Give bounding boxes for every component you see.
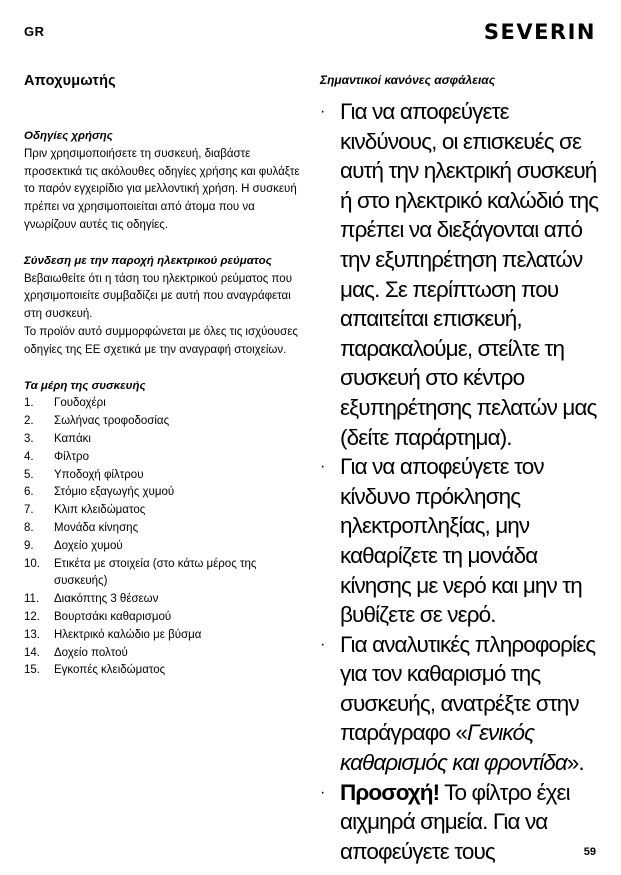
bullet-icon: · — [320, 458, 325, 476]
list-item — [24, 538, 309, 556]
right-column — [320, 73, 600, 866]
safety-item — [320, 97, 600, 452]
brand-logo: SEVERIN — [483, 20, 596, 44]
instructions-text: Πριν χρησιμοποιήσετε τη συσκευή, διαβάστε προσεκτικά τις ακόλουθες οδηγίες χρήσης και φυλάξτε το παρόν εγχειρίδιο για μελλοντική χρήση. Η συσκευή πρέπει να χρησιμοποιείται από άτομα που να γνωρίζουν αυτές τις οδηγίες. — [24, 147, 300, 231]
connection-text: Βεβαιωθείτε ότι η τάση του ηλεκτρικού ρεύματος που χρησιμοποιείτε συμβαδίζει με αυτή που αναγράφεται στη συσκευή. — [24, 272, 292, 321]
part-label: Μονάδα κίνησης — [54, 521, 139, 534]
connection-heading: Σύνδεση με την παροχή ηλεκτρικού ρεύματος — [24, 254, 272, 267]
part-label: Βουρτσάκι καθαρισμού — [54, 610, 172, 623]
list-item — [24, 431, 309, 449]
part-label: Διακόπτης 3 θέσεων — [54, 593, 159, 606]
safety-text: Για αναλυτικές πληροφορίες για τον καθαρισμό της συσκευής, ανατρέξτε στην παράγραφο « — [340, 631, 596, 746]
list-item — [24, 609, 309, 627]
part-number: 13. — [24, 628, 40, 641]
part-number: 12. — [24, 610, 40, 623]
part-label: Δοχείο πολτού — [54, 646, 128, 659]
instructions-section — [24, 128, 309, 235]
safety-text: Για να αποφεύγετε τον κίνδυνο πρόκλησης ηλεκτροπληξίας, μην καθαρίζετε τη μονάδα κίνησης με νερό και μην τη βυθίζετε σε νερό. — [340, 454, 582, 628]
list-item — [24, 556, 309, 592]
caution-label: Προσοχή! — [340, 779, 440, 805]
part-number: 14. — [24, 646, 40, 659]
safety-item — [320, 630, 600, 778]
part-number: 7. — [24, 504, 34, 517]
list-item — [24, 662, 309, 680]
list-item — [24, 591, 309, 609]
safety-text: Το φίλτρο έχει αιχμηρά σημεία. Για να αποφεύγετε τους — [340, 779, 570, 864]
part-label: Κλιπ κλειδώματος — [54, 504, 146, 517]
part-number: 3. — [24, 432, 34, 445]
part-label: Φίλτρο — [54, 450, 89, 463]
list-item — [24, 395, 309, 413]
list-item — [24, 484, 309, 502]
list-item — [24, 467, 309, 485]
part-label: Σωλήνας τροφοδοσίας — [54, 415, 170, 428]
instructions-heading: Οδηγίες χρήσης — [24, 130, 113, 142]
part-label: Καπάκι — [54, 432, 91, 445]
part-number: 15. — [24, 664, 40, 677]
language-code: GR — [24, 24, 45, 39]
cleaning-section-reference: Γενικός καθαρισμός και φροντίδα — [340, 720, 567, 776]
part-label: Γουδοχέρι — [54, 397, 106, 410]
safety-text-end: ». — [566, 750, 584, 776]
list-item — [24, 502, 309, 520]
bullet-icon: · — [320, 103, 325, 120]
bullet-icon: · — [320, 635, 325, 653]
part-number: 8. — [24, 521, 34, 534]
part-label: Εγκοπές κλειδώματος — [54, 664, 166, 677]
safety-item — [320, 778, 600, 867]
part-number: 4. — [24, 450, 34, 463]
list-item — [24, 627, 309, 645]
conformity-text: Το προϊόν αυτό συμμορφώνεται με όλες τις ισχύουσες οδηγίες της ΕΕ σχετικά με την αναγραφή στοιχείων. — [24, 325, 298, 356]
part-number: 10. — [24, 557, 40, 570]
bullet-icon: · — [320, 783, 325, 801]
safety-item — [320, 452, 600, 630]
list-item — [24, 413, 309, 431]
safety-heading: Σημαντικοί κανόνες ασφάλειας — [320, 73, 496, 87]
part-number: 2. — [24, 415, 34, 428]
parts-heading: Τα μέρη της συσκευής — [24, 379, 146, 392]
list-item — [24, 449, 309, 467]
list-item — [24, 645, 309, 663]
part-number: 9. — [24, 539, 34, 552]
part-number: 5. — [24, 468, 34, 481]
page-title: Αποχυμωτής — [24, 73, 116, 89]
part-number: 11. — [24, 593, 40, 606]
part-label: Ετικέτα με στοιχεία (στο κάτω μέρος της συσκευής) — [54, 557, 257, 588]
page-number: 59 — [583, 846, 596, 858]
part-label: Ηλεκτρικό καλώδιο με βύσμα — [54, 628, 202, 641]
list-item — [24, 520, 309, 538]
part-label: Δοχείο χυμού — [54, 539, 123, 552]
part-number: 6. — [24, 486, 34, 499]
part-number: 1. — [24, 397, 34, 410]
part-label: Υποδοχή φίλτρου — [54, 468, 144, 481]
parts-section — [24, 378, 309, 681]
connection-section — [24, 253, 309, 360]
part-label: Στόμιο εξαγωγής χυμού — [54, 486, 175, 499]
safety-text: Για να αποφεύγετε κινδύνους, οι επισκευές σε αυτή την ηλεκτρική συσκευή ή στο ηλεκτρικό καλώδιό της πρέπει να διεξάγονται από την εξυπηρέτηση πελατών μας. Σε περίπτωση που απαιτείται επισκευή, παρακαλούμε, στείλτε τη συσκευή στο κέντρο εξυπηρέτησης πελατών μας (δείτε παράρτημα). — [340, 99, 599, 450]
left-column — [24, 128, 309, 680]
safety-list — [320, 97, 600, 866]
parts-list — [24, 395, 309, 680]
